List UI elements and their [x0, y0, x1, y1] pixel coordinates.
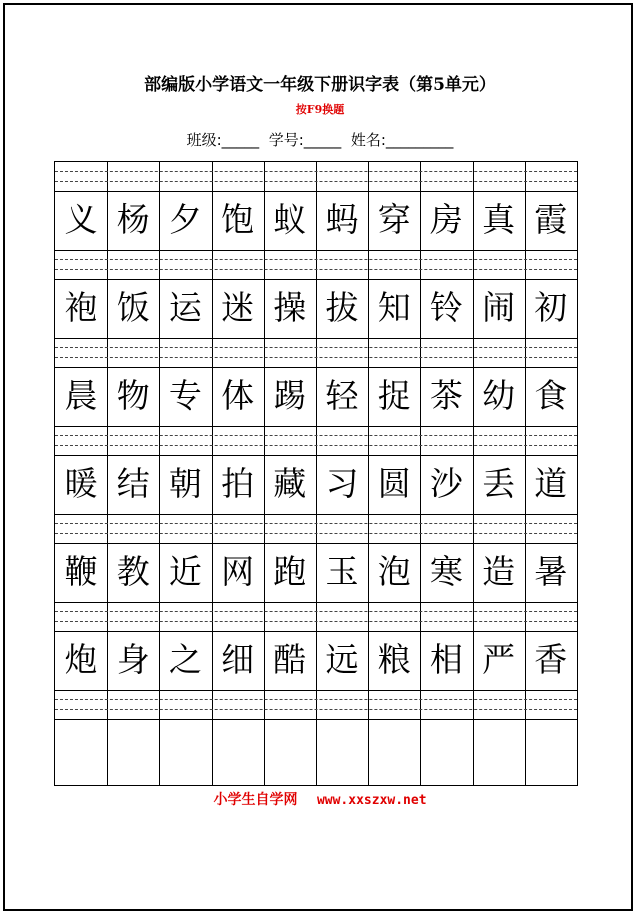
- pinyin-guide-line: [55, 445, 577, 446]
- hanzi-cell: 食: [534, 376, 568, 415]
- class-blank[interactable]: _____: [221, 131, 260, 149]
- hanzi-cell: 房: [429, 200, 463, 239]
- page-title: 部编版小学语文一年级下册识字表（第5单元）: [144, 75, 496, 95]
- hanzi-cell: 蚁: [273, 200, 307, 239]
- hanzi-cell: 杨: [116, 200, 150, 239]
- pinyin-guide-line: [55, 171, 577, 172]
- hanzi-cell: 夕: [168, 200, 202, 239]
- hanzi-cell: 身: [116, 640, 150, 679]
- hanzi-cell: 香: [534, 640, 568, 679]
- hanzi-cell: 远: [325, 640, 359, 679]
- hanzi-cell: 饱: [221, 200, 255, 239]
- pinyin-guide-line: [55, 269, 577, 270]
- student-info-line: [0, 129, 640, 150]
- hanzi-cell: 捉: [377, 376, 411, 415]
- hanzi-cell: 酷: [273, 640, 307, 679]
- site-name: 小学生自学网: [213, 792, 298, 808]
- pinyin-guide-line: [55, 357, 577, 358]
- hanzi-cell: 霞: [534, 200, 568, 239]
- hanzi-cell: 物: [116, 376, 150, 415]
- name-blank[interactable]: _________: [385, 131, 454, 149]
- refresh-hint: 按F9换题: [295, 103, 345, 116]
- hanzi-cell: 运: [168, 288, 202, 327]
- pinyin-guide-line: [55, 709, 577, 710]
- hanzi-cell: 跑: [273, 552, 307, 591]
- hanzi-cell: 教: [116, 552, 150, 591]
- row-line: [55, 602, 577, 603]
- hanzi-cell: 近: [168, 552, 202, 591]
- hanzi-cell: 丢: [482, 464, 516, 503]
- hanzi-cell: 炮: [64, 640, 98, 679]
- hanzi-cell: 知: [377, 288, 411, 327]
- hanzi-cell: 茶: [429, 376, 463, 415]
- row-line: [55, 338, 577, 339]
- hanzi-cell: 泡: [377, 552, 411, 591]
- hanzi-cell: 玉: [325, 552, 359, 591]
- pinyin-guide-line: [55, 611, 577, 612]
- hanzi-cell: 迷: [221, 288, 255, 327]
- hanzi-cell: 细: [221, 640, 255, 679]
- hanzi-cell: 朝: [168, 464, 202, 503]
- hanzi-cell: 习: [325, 464, 359, 503]
- pinyin-guide-line: [55, 699, 577, 700]
- hanzi-cell: 道: [534, 464, 568, 503]
- hanzi-cell: 穿: [377, 200, 411, 239]
- pinyin-guide-line: [55, 435, 577, 436]
- row-line: [55, 514, 577, 515]
- hanzi-cell: 操: [273, 288, 307, 327]
- hanzi-cell: 拍: [221, 464, 255, 503]
- pinyin-guide-line: [55, 181, 577, 182]
- hanzi-cell: 相: [429, 640, 463, 679]
- name-label: 姓名:: [350, 131, 386, 149]
- class-label: 班级:: [186, 131, 222, 149]
- number-blank[interactable]: _____: [303, 131, 342, 149]
- hanzi-cell: 结: [116, 464, 150, 503]
- hanzi-cell: 粮: [377, 640, 411, 679]
- hanzi-cell: 铃: [429, 288, 463, 327]
- hanzi-cell: 体: [221, 376, 255, 415]
- pinyin-guide-line: [55, 523, 577, 524]
- hanzi-cell: 真: [482, 200, 516, 239]
- hanzi-cell: 幼: [482, 376, 516, 415]
- row-line: [55, 250, 577, 251]
- number-label: 学号:: [268, 131, 304, 149]
- hanzi-cell: 藏: [273, 464, 307, 503]
- hanzi-cell: 轻: [325, 376, 359, 415]
- hanzi-cell: 寒: [429, 552, 463, 591]
- hanzi-cell: 拔: [325, 288, 359, 327]
- hanzi-cell: 义: [64, 200, 98, 239]
- hanzi-cell: 饭: [116, 288, 150, 327]
- hanzi-cell: 网: [221, 552, 255, 591]
- hanzi-cell: 闹: [482, 288, 516, 327]
- row-line: [55, 690, 577, 691]
- hanzi-cell: 初: [534, 288, 568, 327]
- hanzi-cell: 晨: [64, 376, 98, 415]
- hanzi-cell: 圆: [377, 464, 411, 503]
- hanzi-cell: 踢: [273, 376, 307, 415]
- footer: [0, 789, 640, 809]
- hanzi-cell: 专: [168, 376, 202, 415]
- site-url[interactable]: www.xxszxw.net: [316, 793, 427, 808]
- hanzi-cell: 造: [482, 552, 516, 591]
- hanzi-cell: 袍: [64, 288, 98, 327]
- row-line: [55, 426, 577, 427]
- hanzi-cell: 之: [168, 640, 202, 679]
- hanzi-cell: 沙: [429, 464, 463, 503]
- hanzi-cell: 蚂: [325, 200, 359, 239]
- pinyin-guide-line: [55, 621, 577, 622]
- character-grid: [54, 161, 578, 786]
- hanzi-cell: 暖: [64, 464, 98, 503]
- hanzi-cell: 暑: [534, 552, 568, 591]
- pinyin-baseline: [55, 719, 577, 720]
- hanzi-cell: 严: [482, 640, 516, 679]
- pinyin-guide-line: [55, 533, 577, 534]
- hanzi-cell: 鞭: [64, 552, 98, 591]
- pinyin-guide-line: [55, 347, 577, 348]
- pinyin-guide-line: [55, 259, 577, 260]
